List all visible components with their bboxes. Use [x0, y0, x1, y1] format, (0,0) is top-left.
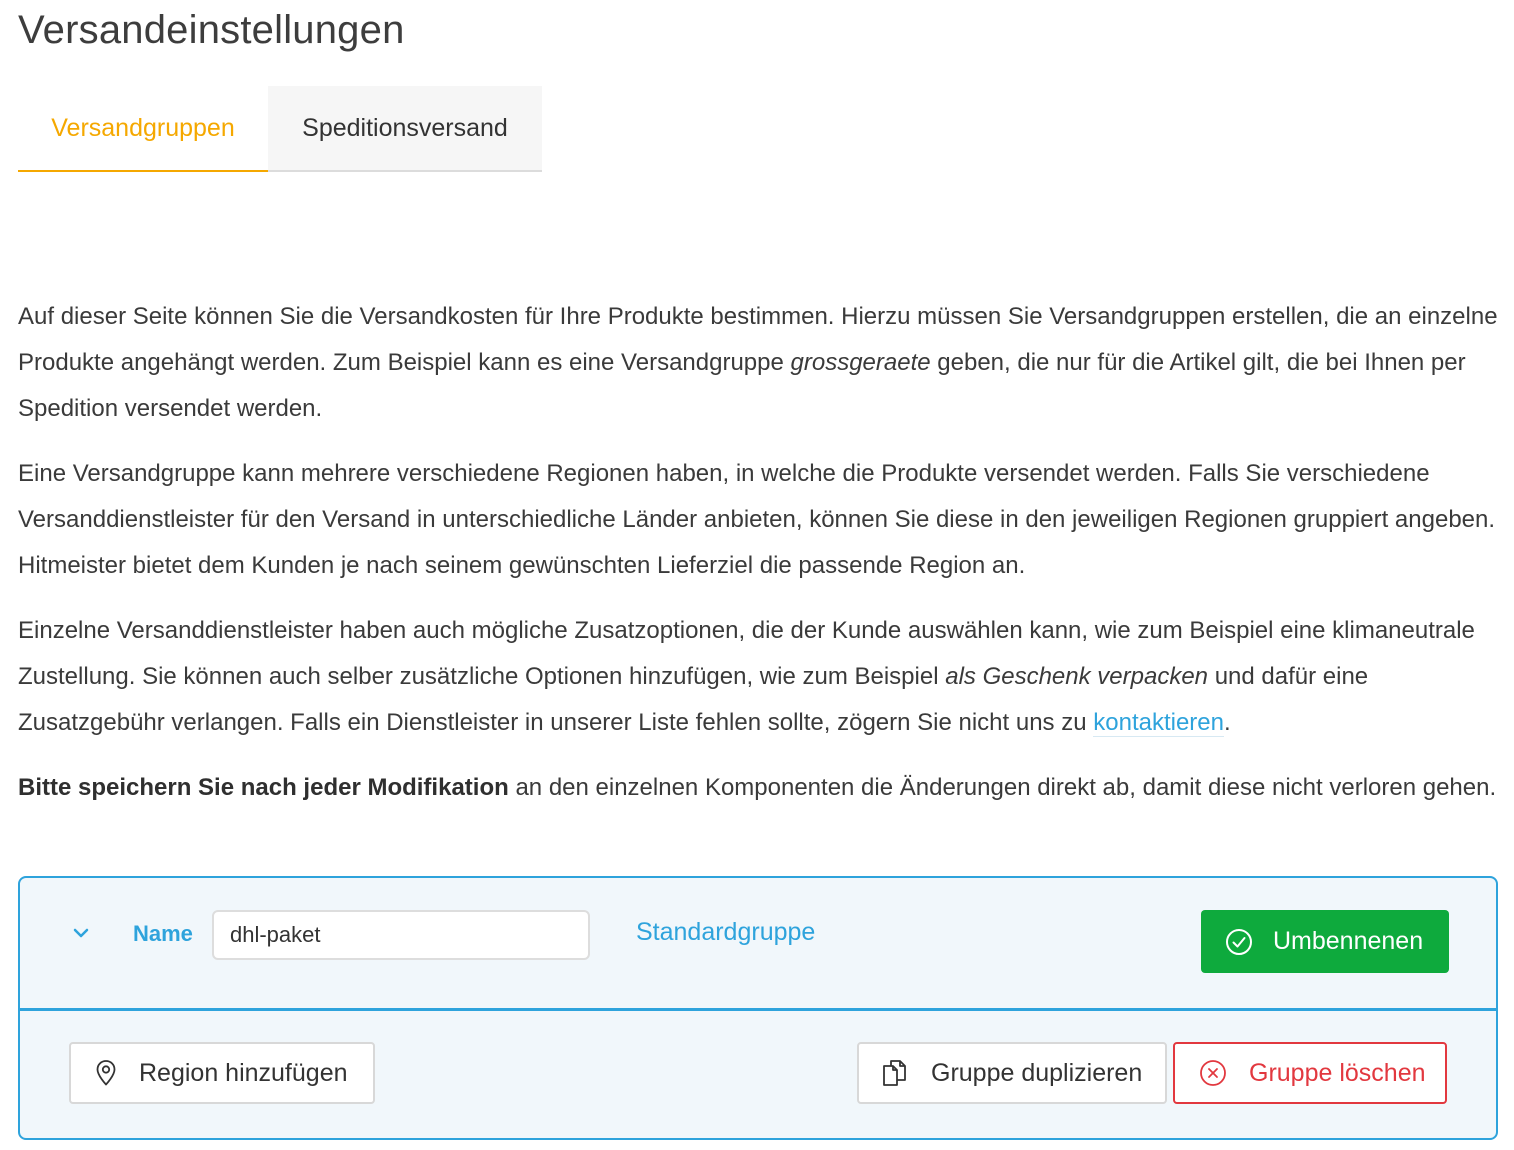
chevron-down-icon[interactable] [70, 922, 92, 944]
contact-link[interactable]: kontaktieren [1093, 709, 1224, 736]
duplicate-group-button[interactable] [857, 1042, 1167, 1104]
intro-p3-text-middle: und dafür eine Zusatzgebühr verlangen. Falls ein Dienstleister in unserer Liste fehlen sollte, zögern Sie nicht uns zu [18, 663, 1369, 736]
x-circle-icon [1199, 1059, 1227, 1087]
intro-p1-text: Auf dieser Seite können Sie die Versandkosten für Ihre Produkte bestimmen. Hierzu müssen Sie Versandgruppen erstellen, die an einzelne Produkte angehängt werden. Zum Beispiel kann es eine Versandgruppe [18, 303, 1498, 376]
intro-paragraph-1 [18, 294, 1498, 432]
tab-versandgruppen[interactable]: Versandgruppen [18, 86, 268, 172]
tab-speditionsversand[interactable]: Speditionsversand [268, 86, 542, 172]
intro-p1-text-end: geben, die nur für die Artikel gilt, die bei Ihnen per Spedition versendet werden. [18, 349, 1466, 422]
intro-p3-text: Einzelne Versanddienstleister haben auch mögliche Zusatzoptionen, die der Kunde auswählen kann, wie zum Beispiel eine klimaneutrale Zustellung. Sie können auch selber zusätzliche Optionen hinzufügen, wie zum Beispiel [18, 617, 1475, 690]
shipping-group-card [18, 876, 1498, 1140]
group-name-input[interactable] [212, 910, 590, 960]
save-notice-bold: Bitte speichern Sie nach jeder Modifikation [18, 774, 509, 801]
group-name-label: Name [133, 921, 193, 946]
intro-p3-emphasis: als Geschenk verpacken [945, 663, 1209, 690]
intro-text [18, 294, 1498, 830]
intro-paragraph-3 [18, 608, 1498, 746]
page-title: Versandeinstellungen [18, 8, 405, 52]
shipping-group-header [20, 878, 1496, 1011]
map-pin-icon [95, 1059, 117, 1087]
delete-group-label: Gruppe löschen [1249, 1058, 1426, 1087]
intro-p3-text-end: . [1224, 709, 1231, 736]
rename-button-label: Umbennenen [1273, 927, 1424, 955]
intro-paragraph-2: Eine Versandgruppe kann mehrere verschiedene Regionen haben, in welche die Produkte versendet werden. Falls Sie verschiedene Versanddienstleister für den Versand in unterschiedliche Länder anbieten, können Sie diese in den jeweiligen Regionen gruppiert angeben. Hitmeister bietet dem Kunden je nach seinem gewünschten Lieferziel die passende Region an. [18, 460, 1496, 579]
rename-button[interactable] [1201, 910, 1449, 973]
save-notice-text: an den einzelnen Komponenten die Änderungen direkt ab, damit diese nicht verloren gehen. [508, 774, 1497, 801]
add-region-button[interactable] [69, 1042, 375, 1104]
check-circle-icon [1225, 928, 1253, 956]
copy-icon [881, 1059, 909, 1087]
intro-p1-emphasis: grossgeraete [790, 349, 931, 376]
intro-paragraph-4 [18, 765, 1498, 811]
duplicate-group-label: Gruppe duplizieren [931, 1058, 1143, 1087]
add-region-label: Region hinzufügen [139, 1058, 348, 1087]
standard-group-link[interactable]: Standardgruppe [636, 918, 816, 946]
tab-bar [18, 86, 542, 174]
delete-group-button[interactable] [1173, 1042, 1447, 1104]
